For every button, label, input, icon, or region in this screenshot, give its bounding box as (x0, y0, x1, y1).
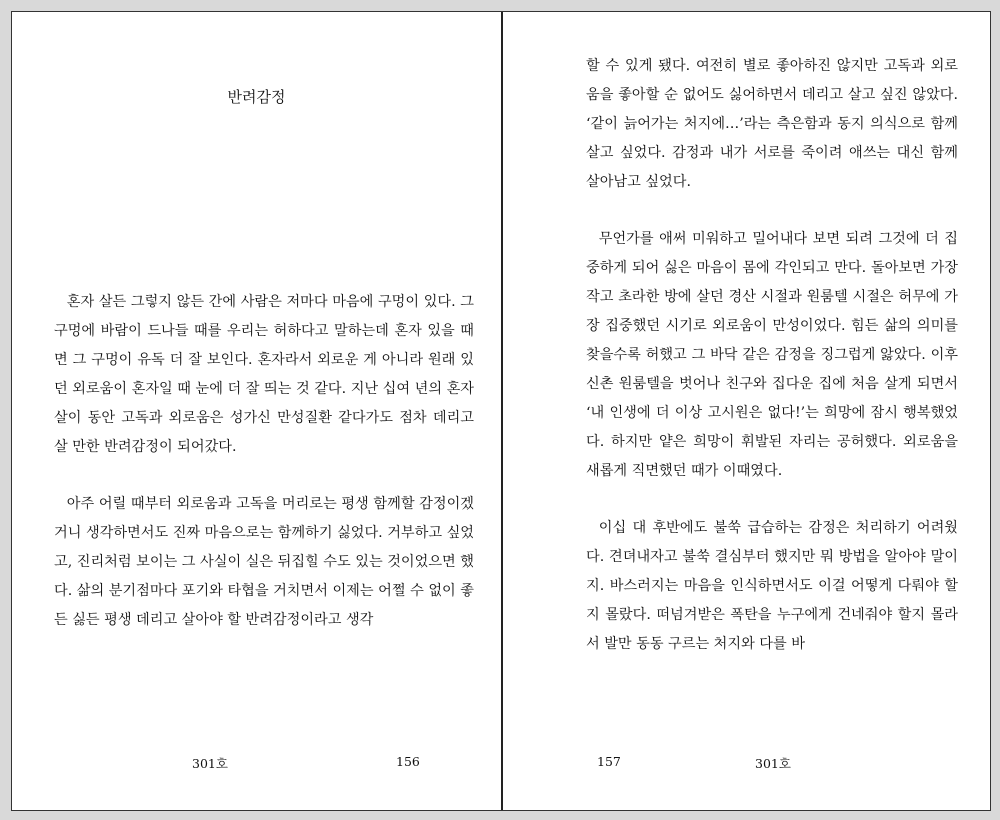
footer-series-title: 301호 (192, 756, 228, 771)
paragraph: 무언가를 애써 미워하고 밀어내다 보면 되려 그것에 더 집중하게 되어 싫은 마음이 몸에 각인되고 만다. 돌아보면 가장 작고 초라한 방에 살던 경산 시절과 원룸텔 시절은 허무에 가장 집중했던 시기로 외로움이 만성이었다. 힘든 삶의 의미를 찾을수록 허했고 그 바닥 같은 감정을 징그럽게 앓았다. 이후 신촌 원룸텔을 벗어나 친구와 집다운 집에 처음 살게 되면서 ‘내 인생에 더 이상 고시원은 없다!’는 희망에 잠시 행복했었다. 하지만 얕은 희망이 휘발된 자리는 공허했다. 외로움을 새롭게 직면했던 때가 이때였다. (586, 231, 958, 479)
paragraph: 아주 어릴 때부터 외로움과 고독을 머리로는 평생 함께할 감정이겠거니 생각하면서도 진짜 마음으로는 함께하기 싫었다. 거부하고 싶었고, 진리처럼 보이는 그 사실이 실은 뒤집힐 수도 있는 것이었으면 했다. 삶의 분기점마다 포기와 타협을 거치면서 이제는 어쩔 수 없이 좋든 싫든 평생 데리고 살아야 할 반려감정이라고 생각 (54, 496, 474, 628)
footer-series-title: 301호 (755, 756, 791, 771)
left-page-body (54, 288, 474, 635)
paragraph: 혼자 살든 그렇지 않든 간에 사람은 저마다 마음에 구멍이 있다. 그 구멍에 바람이 드나들 때를 우리는 허하다고 말하는데 혼자 있을 때면 그 구멍이 유독 더 잘 보인다. 혼자라서 외로운 게 아니라 원래 있던 외로움이 혼자일 때 눈에 더 잘 띄는 것 같다. 지난 십여 년의 혼자 살이 동안 고독과 외로움은 성가신 만성질환 같다가도 점차 데리고 살 만한 반려감정이 되어갔다. (54, 294, 474, 455)
right-page (503, 12, 990, 810)
left-page (12, 12, 501, 810)
paragraph: 할 수 있게 됐다. 여전히 별로 좋아하진 않지만 고독과 외로움을 좋아할 순 없어도 싫어하면서 데리고 살고 싶진 않았다. ‘같이 늙어가는 처지에…’라는 측은함과 동지 의식으로 함께 살고 싶었다. 감정과 내가 서로를 죽이려 애쓰는 대신 함께 살아남고 싶었다. (586, 58, 958, 190)
paragraph: 이십 대 후반에도 불쑥 급습하는 감정은 처리하기 어려웠다. 견뎌내자고 불쑥 결심부터 했지만 뭐 방법을 알아야 말이지. 바스러지는 마음을 인식하면서도 이걸 어떻게 다뤄야 할지 몰랐다. 떠넘겨받은 폭탄을 누구에게 건네줘야 할지 몰라서 발만 동동 구르는 처지와 다를 바 (586, 520, 958, 652)
right-page-body (586, 52, 958, 659)
book-spread (11, 11, 991, 811)
running-title: 반려감정 (227, 88, 286, 106)
page-number: 156 (396, 754, 420, 769)
page-number: 157 (597, 754, 621, 769)
